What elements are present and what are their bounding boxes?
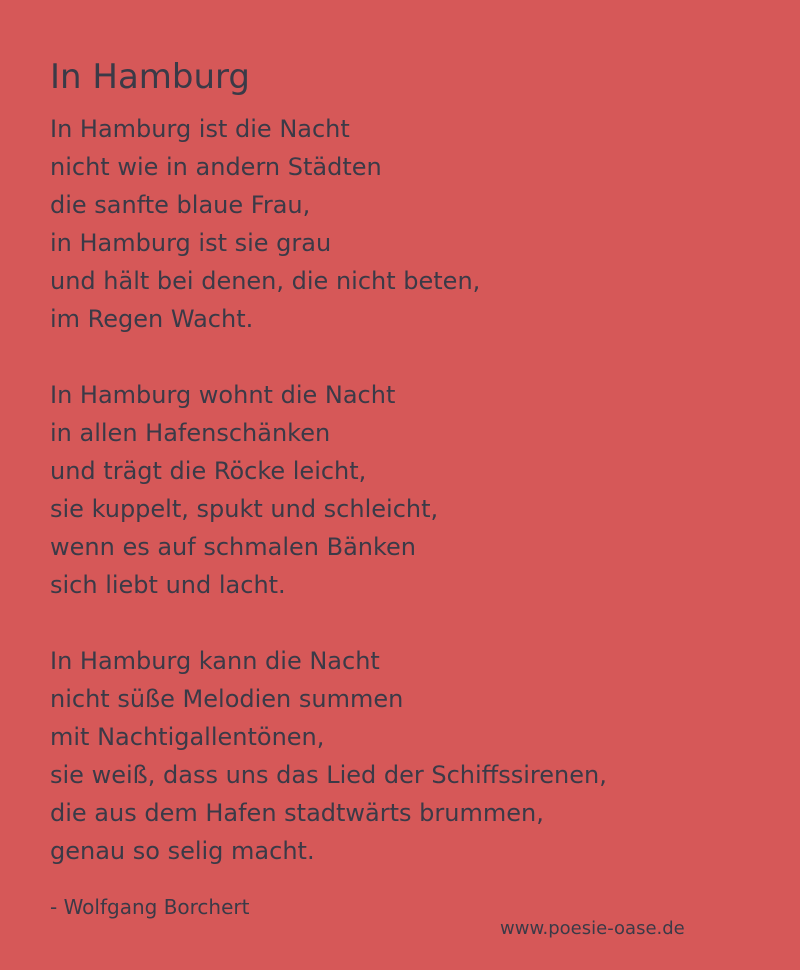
poem-line: mit Nachtigallentönen,	[50, 723, 325, 751]
poem-line: wenn es auf schmalen Bänken	[50, 533, 417, 561]
poem-line: In Hamburg wohnt die Nacht	[50, 381, 396, 409]
poem-author: - Wolfgang Borchert	[50, 895, 250, 919]
poem-line: die aus dem Hafen stadtwärts brummen,	[50, 799, 544, 827]
poem-line: und hält bei denen, die nicht beten,	[50, 267, 481, 295]
poem-line: sich liebt und lacht.	[50, 571, 286, 599]
website-credit: www.poesie-oase.de	[500, 918, 685, 939]
poem-line: In Hamburg kann die Nacht	[50, 647, 380, 675]
poem-stanza-3	[50, 642, 750, 870]
poem-stanza-1	[50, 110, 750, 338]
poem-line: In Hamburg ist die Nacht	[50, 115, 350, 143]
poem-line: nicht wie in andern Städten	[50, 153, 382, 181]
poem-line: nicht süße Melodien summen	[50, 685, 404, 713]
poem-line: in allen Hafenschänken	[50, 419, 331, 447]
poem-stanza-2	[50, 376, 750, 604]
poem-line: die sanfte blaue Frau,	[50, 191, 311, 219]
poem-title: In Hamburg	[50, 57, 250, 97]
poem-line: im Regen Wacht.	[50, 305, 254, 333]
poem-line: in Hamburg ist sie grau	[50, 229, 332, 257]
poem-line: genau so selig macht.	[50, 837, 315, 865]
poem-line: sie weiß, dass uns das Lied der Schiffssirenen,	[50, 761, 607, 789]
poem-line: sie kuppelt, spukt und schleicht,	[50, 495, 439, 523]
poem-body	[50, 110, 750, 908]
poem-line: und trägt die Röcke leicht,	[50, 457, 367, 485]
